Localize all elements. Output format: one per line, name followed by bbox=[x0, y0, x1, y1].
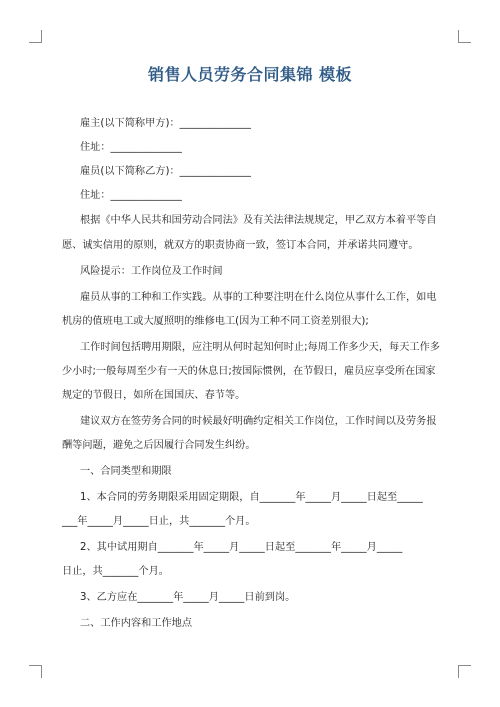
paragraph-line: 少小时;一般每周至少有一天的休息日;按国际惯例，在节假日，雇员应享受所在国家 bbox=[62, 366, 436, 377]
paragraph-line: 根据《中华人民共和国劳动合同法》及有关法律法规规定，甲乙双方本着平等自 bbox=[80, 215, 437, 226]
document-title: 销售人员劳务合同集锦 模板 bbox=[147, 65, 353, 84]
paragraph-line: 愿、诚实信用的原则，就双方的职责协商一致，签订本合同，并承诺共同遵守。 bbox=[62, 240, 419, 251]
paragraph-line: 机房的值班电工或大厦照明的维修电工(因为工种不同工资差别很大); bbox=[62, 316, 369, 327]
crop-mark-top-right bbox=[458, 30, 471, 43]
employee-line: 雇员(以下简称乙方)：______________ bbox=[80, 166, 251, 177]
paragraph-line: 酬等问题，避免之后因履行合同发生纠纷。 bbox=[62, 440, 256, 451]
crop-mark-bottom-right bbox=[458, 665, 471, 678]
paragraph-line: 雇员从事的工种和工作实践。从事的工种要注明在什么岗位从事什么工作，如电 bbox=[80, 292, 437, 303]
clause-1-line: 1、本合同的劳务期限采用固定期限，自_______年_____月_____日起至_____ bbox=[80, 492, 423, 503]
paragraph-line: 规定的节假日，如所在国国庆、春节等。 bbox=[62, 390, 246, 401]
section-heading-2: 二、工作内容和工作地点 bbox=[80, 618, 193, 629]
employee-address-line: 住址：______________ bbox=[80, 190, 182, 201]
section-heading-1: 一、合同类型和期限 bbox=[80, 466, 172, 477]
risk-heading: 风险提示：工作岗位及工作时间 bbox=[80, 266, 223, 277]
paragraph-line: 建议双方在签劳务合同的时候最好明确约定相关工作岗位，工作时间以及劳务报 bbox=[80, 416, 437, 427]
clause-2-line: 2、其中试用期自_______年_____月_____日起至_______年_____月_____ bbox=[80, 542, 403, 553]
employer-address-line: 住址：______________ bbox=[80, 142, 182, 153]
crop-mark-top-left bbox=[29, 30, 42, 43]
clause-3-line: 3、乙方应在_______年_____月_____日前到岗。 bbox=[80, 592, 296, 603]
crop-mark-bottom-left bbox=[29, 665, 42, 678]
clause-2-line: 日止，共_______个月。 bbox=[62, 566, 169, 577]
employer-line: 雇主(以下简称甲方)：______________ bbox=[80, 118, 251, 129]
clause-1-line: ___年_____月_____日止，共_______个月。 bbox=[62, 516, 256, 527]
paragraph-line: 工作时间包括聘用期限，应注明从何时起知何时止;每周工作多少天，每天工作多 bbox=[80, 342, 440, 353]
